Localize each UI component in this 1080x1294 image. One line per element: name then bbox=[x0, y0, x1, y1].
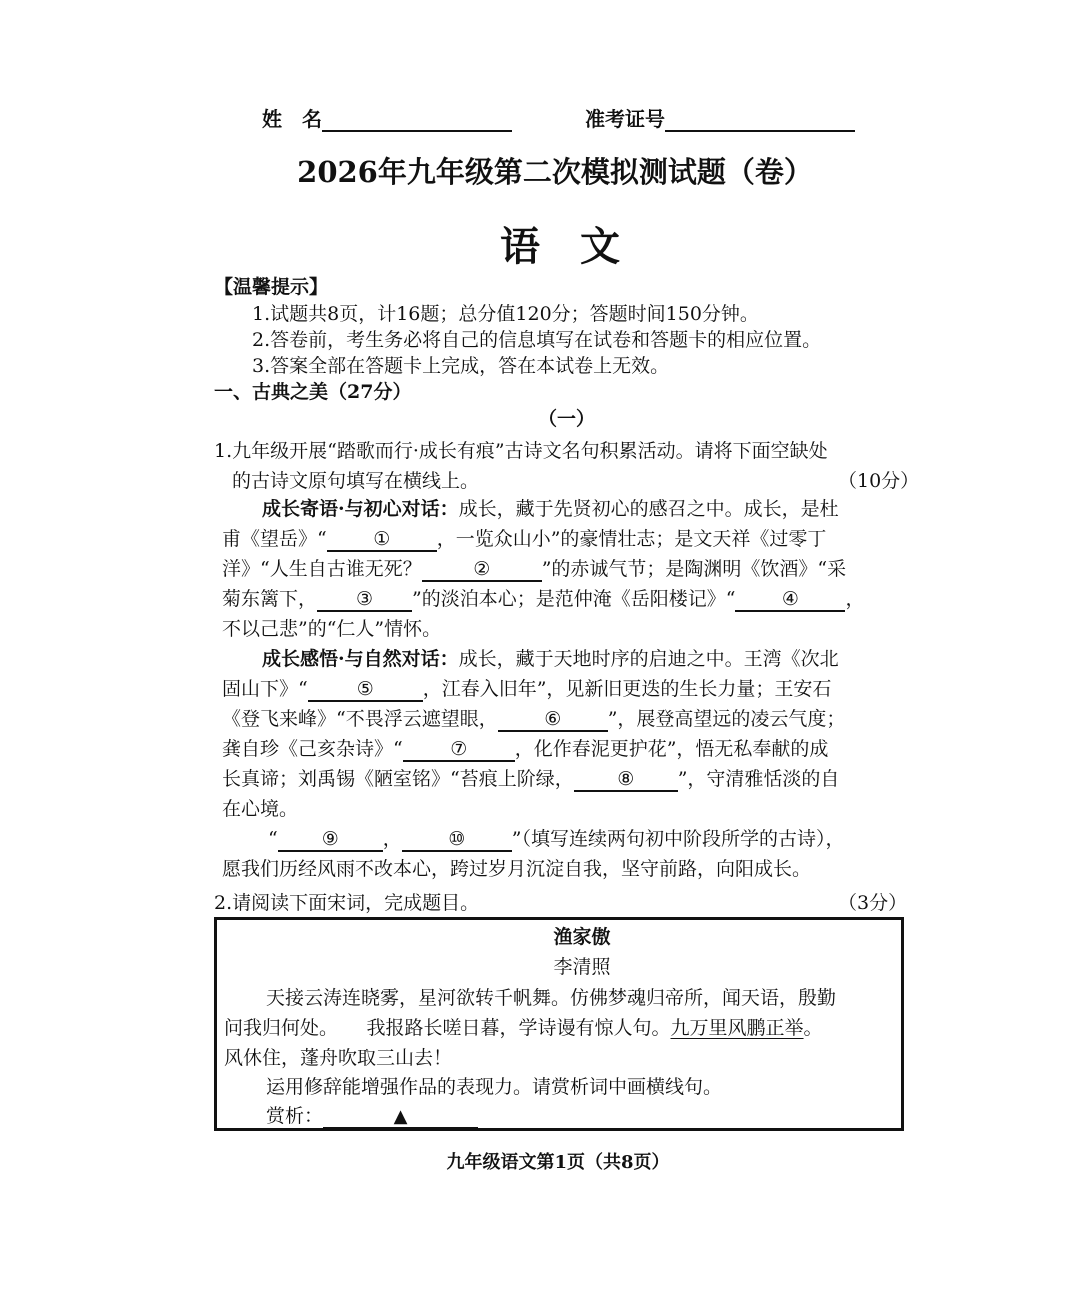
q1-text: ， bbox=[382, 828, 402, 850]
poem-line-2: 问我归何处。 我报路长嗟日暮，学诗谩有惊人句。 bbox=[224, 1017, 671, 1039]
q1-text: 不以己悲”的“仁人”情怀。 bbox=[222, 618, 442, 640]
blank-2[interactable]: ② bbox=[422, 559, 542, 582]
poem-line-3: 风休住，蓬舟吹取三山去！ bbox=[224, 1047, 453, 1069]
q1-text: 甫《望岳》“ bbox=[222, 528, 327, 550]
q1-text: 《登飞来峰》“不畏浮云遮望眼， bbox=[222, 708, 498, 730]
q1-score: （10分） bbox=[838, 470, 920, 492]
section-title: 一、古典之美（27分） bbox=[214, 381, 412, 403]
exam-id-label: 准考证号 bbox=[585, 107, 665, 131]
poem-line-2-end: 。 bbox=[803, 1017, 823, 1039]
poem-line-1: 天接云涛连晓雾，星河欲转千帆舞。仿佛梦魂归帝所，闻天语，殷勤 bbox=[266, 987, 837, 1009]
exam-id-field[interactable] bbox=[665, 108, 855, 132]
blank-1[interactable]: ① bbox=[327, 529, 437, 552]
answer-label: 赏析： bbox=[266, 1105, 324, 1127]
q1-text: 愿我们历经风雨不改本心，跨过岁月沉淀自我，坚守前路，向阳成长。 bbox=[222, 858, 812, 880]
q1-text: 长真谛；刘禹锡《陋室铭》“苔痕上阶绿， bbox=[222, 768, 574, 790]
q1-text: “ bbox=[268, 828, 278, 850]
q2-score: （3分） bbox=[838, 892, 908, 914]
blank-7[interactable]: ⑦ bbox=[403, 739, 515, 762]
blank-8[interactable]: ⑧ bbox=[574, 769, 678, 792]
q2-prompt: 2.请阅读下面宋词，完成题目。 bbox=[214, 892, 480, 914]
subject-title: 语 文 bbox=[500, 223, 620, 270]
blank-5[interactable]: ⑤ bbox=[308, 679, 423, 702]
q2-task: 运用修辞能增强作品的表现力。请赏析词中画横线句。 bbox=[266, 1076, 723, 1098]
blank-6[interactable]: ⑥ bbox=[498, 709, 608, 732]
q1-text: ，一览众山小”的豪情壮志；是文天祥《过零丁 bbox=[436, 528, 827, 550]
page-footer: 九年级语文第1页（共8页） bbox=[446, 1152, 670, 1173]
tips-heading: 【温馨提示】 bbox=[214, 276, 329, 298]
q1-text: 菊东篱下， bbox=[222, 588, 318, 610]
q1-prompt-2: 的古诗文原句填写在横线上。 bbox=[232, 470, 480, 492]
tip-3: 3.答案全部在答题卡上完成，答在本试卷上无效。 bbox=[252, 355, 670, 377]
blank-9[interactable]: ⑨ bbox=[278, 829, 383, 852]
q1-text: ， bbox=[845, 588, 865, 610]
q1-text: ，化作春泥更护花”，悟无私奉献的成 bbox=[514, 738, 829, 760]
name-field[interactable] bbox=[322, 108, 512, 132]
blank-3[interactable]: ③ bbox=[317, 589, 412, 612]
q1-text: ”的赤诚气节；是陶渊明《饮酒》“采 bbox=[541, 558, 847, 580]
q1-text: 龚自珍《己亥杂诗》“ bbox=[222, 738, 403, 760]
poem-author: 李清照 bbox=[553, 956, 611, 978]
tip-1: 1.试题共8页，计16题；总分值120分；答题时间150分钟。 bbox=[252, 303, 759, 325]
name-label: 姓 名 bbox=[262, 107, 322, 131]
blank-4[interactable]: ④ bbox=[735, 589, 845, 612]
exam-title: 2026年九年级第二次模拟测试题（卷） bbox=[297, 155, 813, 189]
q1-text: ”的淡泊本心；是范仲淹《岳阳楼记》“ bbox=[412, 588, 736, 610]
q1-text: 固山下》“ bbox=[222, 678, 308, 700]
answer-field[interactable]: ▲ bbox=[323, 1107, 478, 1129]
q1-para1-lead: 成长寄语·与初心对话： bbox=[262, 498, 459, 520]
q1-text: ”，展登高望远的凌云气度； bbox=[607, 708, 846, 730]
q1-text: 洋》“人生自古谁无死？ bbox=[222, 558, 422, 580]
tip-2: 2.答卷前，考生务必将自己的信息填写在试卷和答题卡的相应位置。 bbox=[252, 329, 822, 351]
underlined-line: 九万里风鹏正举 bbox=[670, 1017, 804, 1039]
q1-prompt-1: 1.九年级开展“踏歌而行·成长有痕”古诗文名句积累活动。请将下面空缺处 bbox=[214, 440, 828, 462]
q1-text: 在心境。 bbox=[222, 798, 299, 820]
part-label: （一） bbox=[538, 408, 596, 430]
q1-text: ”（填写连续两句初中阶段所学的古诗）， bbox=[511, 828, 845, 850]
poem-title: 渔家傲 bbox=[553, 926, 611, 948]
q1-text: ，江春入旧年”，见新旧更迭的生长力量；王安石 bbox=[422, 678, 832, 700]
q1-text: ”，守清雅恬淡的自 bbox=[677, 768, 840, 790]
blank-10[interactable]: ⑩ bbox=[402, 829, 512, 852]
q1-para2-text: 成长，藏于天地时序的启迪之中。王湾《次北 bbox=[458, 648, 839, 670]
q1-para2-lead: 成长感悟·与自然对话： bbox=[262, 648, 459, 670]
q1-para1-text: 成长，藏于先贤初心的感召之中。成长，是杜 bbox=[458, 498, 839, 520]
